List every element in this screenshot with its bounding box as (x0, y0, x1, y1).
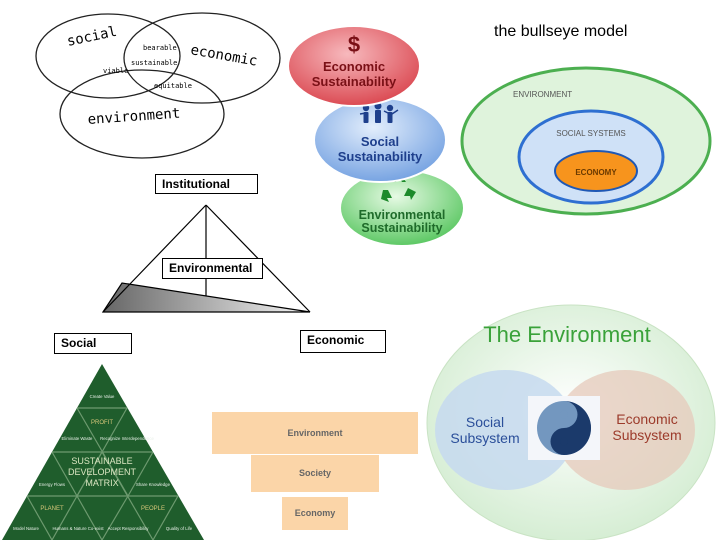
environmental-line1: Environmental (358, 208, 446, 222)
bullseye-diagram (460, 66, 712, 216)
venn-label-equitable: equitable (154, 82, 192, 90)
bullseye-caption: the bullseye model (494, 23, 628, 40)
matrix-cell-model-nature: Model Nature (13, 526, 39, 531)
matrix-title-line1: SUSTAINABLE (71, 456, 133, 466)
social-line2: Sustainability (337, 149, 423, 164)
tier-environment: Environment (212, 412, 418, 454)
matrix-cell-eliminate-waste: Eliminate Waste (61, 436, 93, 441)
pyramid-label-institutional: Institutional (155, 174, 258, 194)
matrix-cell-share-knowledge: Share Knowledge (136, 482, 170, 487)
matrix-cell-quality-of-life: Quality of Life (165, 526, 193, 531)
bullseye-environment-label: ENVIRONMENT (513, 90, 573, 99)
social-subsystem-line1: Social (465, 414, 505, 430)
economic-line2: Sustainability (311, 74, 397, 89)
bullseye-economy-label: ECONOMY (575, 168, 617, 177)
matrix-corner-people: PEOPLE (140, 506, 166, 512)
venn-label-environment: environment (87, 105, 181, 128)
environment-venn (425, 302, 720, 540)
venn-label-viable: viable (103, 67, 129, 75)
economic-sustainability-oval (288, 26, 420, 106)
yin-yang-icon (528, 396, 600, 460)
sustainable-development-matrix (2, 364, 206, 540)
economic-subsystem-line2: Subsystem (612, 427, 682, 443)
matrix-title-line3: MATRIX (85, 478, 119, 488)
social-line1: Social (360, 134, 400, 149)
matrix-title-line2: DEVELOPMENT (67, 467, 137, 477)
dollar-icon: $ (347, 32, 361, 57)
matrix-cell-humans-nature: Humans & Nature Co-exist (52, 526, 104, 531)
venn-label-sustainable: sustainable (131, 59, 178, 67)
sketch-venn-diagram (30, 8, 290, 168)
social-sustainability-oval (314, 98, 446, 182)
environmental-sustainability-oval (340, 170, 464, 246)
economic-subsystem-line1: Economic (616, 411, 678, 427)
venn-label-bearable: bearable (143, 44, 177, 52)
pyramid-label-social: Social (54, 333, 132, 354)
bullseye-social-label: SOCIAL SYSTEMS (556, 129, 626, 138)
economic-line1: Economic (322, 59, 386, 74)
environmental-line2: Sustainability (361, 221, 443, 235)
matrix-cell-energy-flows: Energy Flows (38, 482, 66, 487)
matrix-cell-recognize: Recognize Interdependence (100, 436, 154, 441)
tier-society: Society (251, 455, 379, 492)
pyramid-label-environmental: Environmental (162, 258, 263, 279)
tier-economy: Economy (282, 497, 348, 530)
environment-title: The Environment (483, 322, 651, 347)
matrix-cell-accept-responsibility: Accept Responsibility (107, 526, 149, 531)
matrix-cell-create-value: Create Value (89, 394, 115, 399)
social-subsystem-line2: Subsystem (450, 430, 520, 446)
venn-label-economic: economic (189, 42, 259, 70)
matrix-corner-profit: PROFIT (91, 420, 113, 426)
pyramid-label-economic: Economic (300, 330, 386, 353)
venn-label-social: social (65, 23, 119, 50)
matrix-corner-planet: PLANET (40, 506, 64, 512)
